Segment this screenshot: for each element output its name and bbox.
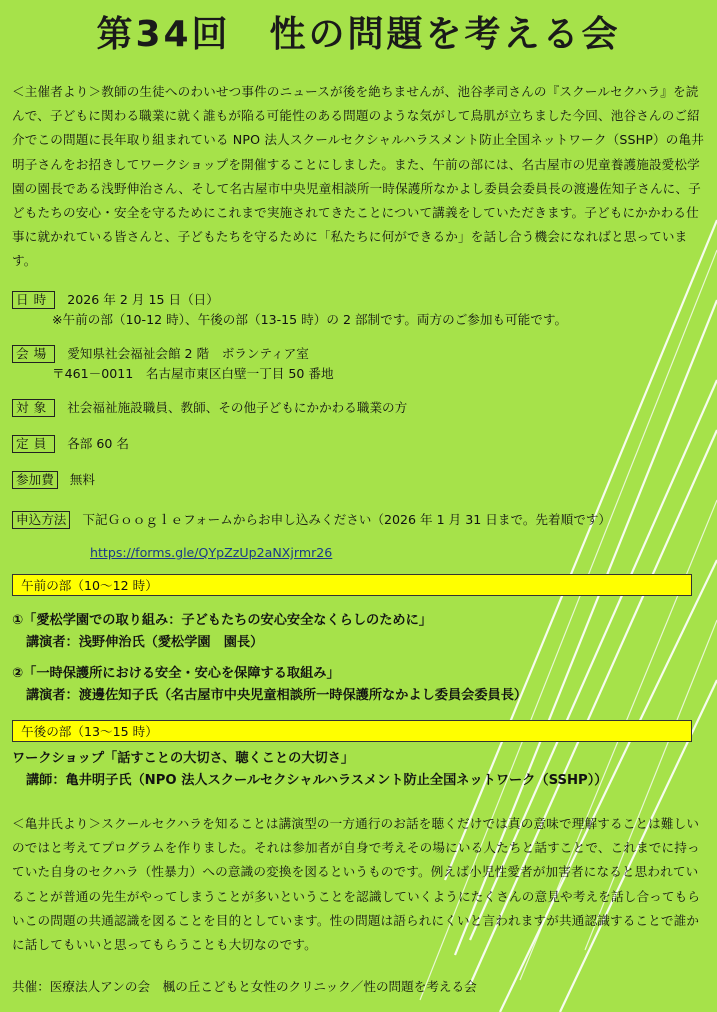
fee-value: 無料 xyxy=(69,472,95,487)
capacity-label: 定員 xyxy=(12,435,55,453)
morning-talk-2 xyxy=(12,663,527,707)
venue-value: 愛知県社会福祉会館 2 階 ボランティア室 xyxy=(67,346,309,361)
afternoon-workshop xyxy=(12,748,607,792)
co-host-footer: 共催：医療法人アンの会 楓の丘こどもと女性のクリニック／性の問題を考える会 xyxy=(12,979,477,994)
apply-label: 申込方法 xyxy=(12,511,70,529)
date-label: 日時 xyxy=(12,291,55,309)
date-row xyxy=(12,290,567,330)
intro-paragraph: ＜主催者より＞教師の生徒へのわいせつ事件のニュースが後を絶ちませんが、池谷孝司さんの『スクールセクハラ』を読んで、子どもに関わる職業に就く誰もが陥る可能性のある問題のような気がして鳥肌が立ちました今回、池谷さんのご紹介でこの問題に長年取り組まれている NPO 法人スクールセクシャルハラスメント防止全国ネットワーク（SSHP）の亀井明子さんをお招きしてワークショップを開催することにしました。また、午前の部には、名古屋市の児童養護施設愛松学園の園長である浅野伸治さん、そして名古屋市中央児童相談所一時保護所なかよし委員会委員長の渡邊佐知子さんに、子どもたちの安心・安全を守るためにこれまで実施されてきたことについて講義をしていただきます。子どもにかかわる仕事に就かれている皆さんと、子どもたちを守るために「私たちに何ができるか」を話し合う機会になればと思っています。 xyxy=(12,84,705,269)
apply-row xyxy=(12,510,611,530)
capacity-value: 各部 60 名 xyxy=(67,436,130,451)
page-title: 第34回 性の問題を考える会 xyxy=(96,14,621,55)
date-note: ※午前の部（10-12 時）、午後の部（13-15 時）の 2 部制です。両方のご参加も可能です。 xyxy=(52,312,568,327)
talk2-speaker: 講演者：渡邊佐知子氏（名古屋市中央児童相談所一時保護所なかよし委員会委員長） xyxy=(26,688,528,703)
talk2-title: ②「一時保護所における安全・安心を保障する取組み」 xyxy=(12,666,340,681)
speaker-message: ＜亀井氏より＞スクールセクハラを知ることは講演型の一方通行のお話を聴くだけでは真の意味で理解することは難しいのではと考えてプログラムを作りました。それは参加者が自身で考えその場にいる人たちと話すことで、これまでに持っていた自身のセクハラ（性暴力）への意識の変換を図るというものです。例えば小児性愛者が加害者になると思われていることが普通の先生がやってしまうことが多いということを認識していくようにたくさんの意見や考えを話し合ってもらいこの問題の共通認識を図ることを目的としています。性の問題は語られにくいと言われますが共通認識することで誰かに話してもいいと思ってもらうことも大切なのです。 xyxy=(12,816,701,953)
fee-label: 参加費 xyxy=(12,471,58,489)
apply-value: 下記Ｇｏｏｇｌｅフォームからお申し込みください（2026 年 1 月 31 日まで。先着順です） xyxy=(82,512,611,527)
date-value: 2026 年 2 月 15 日（日） xyxy=(67,292,219,307)
capacity-row xyxy=(12,434,129,454)
target-value: 社会福祉施設職員、教師、その他子どもにかかわる職業の方 xyxy=(67,400,408,415)
target-label: 対象 xyxy=(12,399,55,417)
workshop-speaker: 講師：亀井明子氏（NPO 法人スクールセクシャルハラスメント防止全国ネットワーク（SSHP）） xyxy=(26,773,608,788)
talk1-title: ①「愛松学園での取り組み：子どもたちの安心安全なくらしのために」 xyxy=(12,613,432,628)
fee-row xyxy=(12,470,95,490)
workshop-title: ワークショップ「話すことの大切さ、聴くことの大切さ」 xyxy=(12,751,355,766)
venue-address: 〒461－0011 名古屋市東区白壁一丁目 50 番地 xyxy=(52,366,334,381)
application-form-link[interactable]: https://forms.gle/QYpZzUp2aNXjrmr26 xyxy=(90,545,333,560)
venue-row xyxy=(12,344,334,384)
talk1-speaker: 講演者：浅野伸治氏（愛松学園 園長） xyxy=(26,635,264,650)
afternoon-header: 午後の部（13～15 時） xyxy=(12,720,692,742)
morning-talk-1 xyxy=(12,610,432,654)
target-row xyxy=(12,398,407,418)
venue-label: 会場 xyxy=(12,345,55,363)
morning-header: 午前の部（10～12 時） xyxy=(12,574,692,596)
